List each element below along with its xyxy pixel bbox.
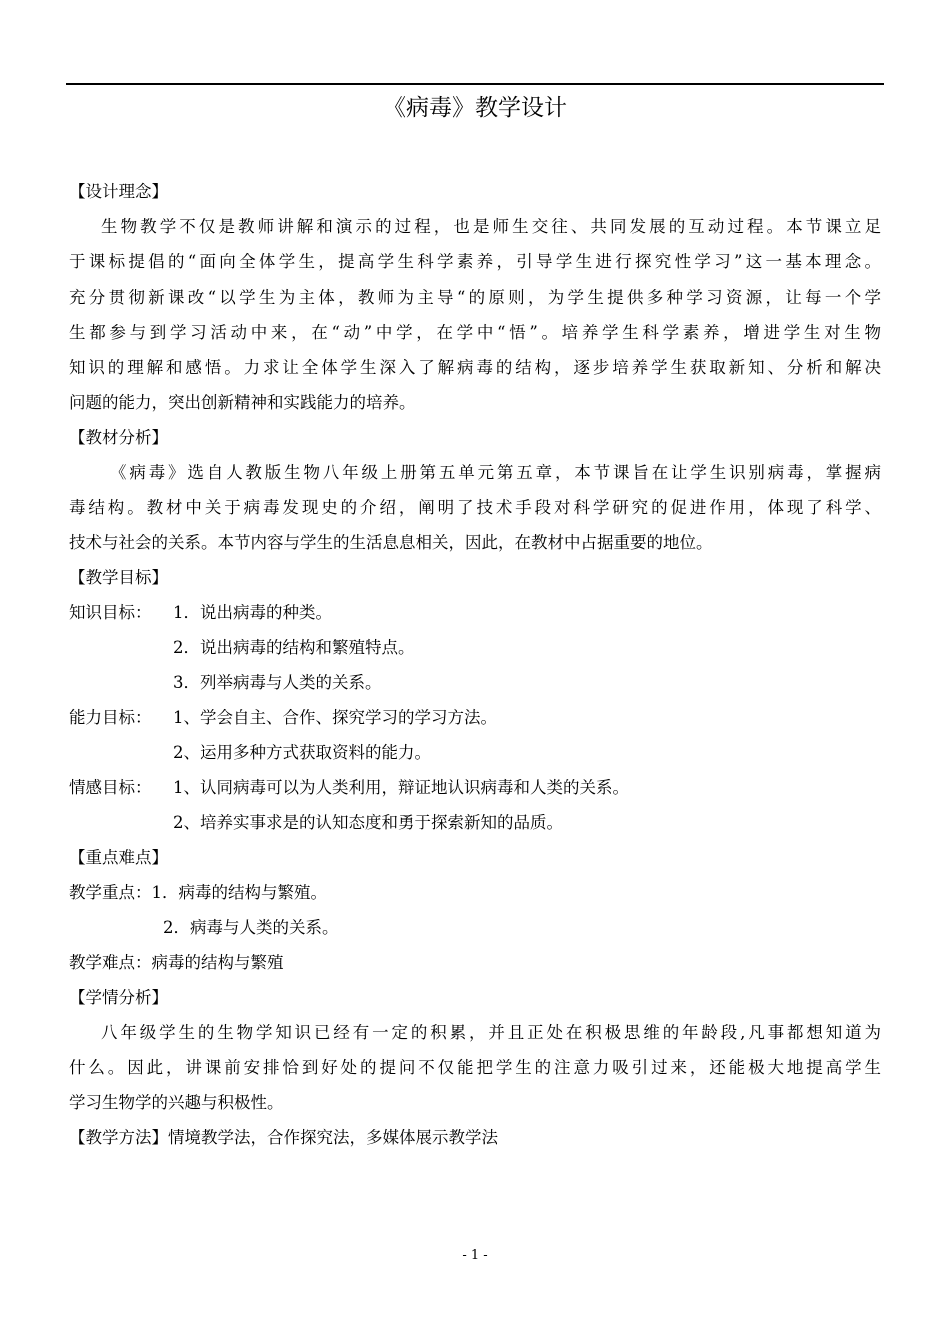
goal-label-knowledge: 知识目标： (69, 603, 152, 622)
paragraph-line: 问题的能力，突出创新精神和实践能力的培养。 (69, 393, 416, 412)
paragraph-line: 技术与社会的关系。本节内容与学生的生活息息相关，因此，在教材中占据重要的地位。 (69, 533, 713, 552)
goal-item: 1、学会自主、合作、探究学习的学习方法。 (173, 708, 497, 727)
section-heading-design-concept: 【设计理念】 (69, 182, 168, 201)
paragraph-line: 生物教学不仅是教师讲解和演示的过程，也是师生交往、共同发展的互动过程。本节课立足 (101, 217, 881, 236)
paragraph-line: 八年级学生的生物学知识已经有一定的积累，并且正处在积极思维的年龄段,凡事都想知道为 (101, 1023, 881, 1042)
difficulty-line: 教学难点：病毒的结构与繁殖 (69, 953, 284, 972)
goal-item: 1、认同病毒可以为人类利用，辩证地认识病毒和人类的关系。 (173, 778, 629, 797)
paragraph-line: 学习生物学的兴趣与积极性。 (69, 1093, 284, 1112)
goal-label-ability: 能力目标： (69, 708, 152, 727)
paragraph-line: 知识的理解和感悟。力求让全体学生深入了解病毒的结构，逐步培养学生获取新知、分析和解决 (69, 358, 881, 377)
section-heading-teaching-methods: 【教学方法】情境教学法，合作探究法，多媒体展示教学法 (69, 1128, 498, 1147)
paragraph-line: 《病毒》选自人教版生物八年级上册第五单元第五章，本节课旨在让学生识别病毒，掌握病 (110, 463, 881, 482)
document-title: 《病毒》教学设计 (383, 95, 567, 121)
paragraph-line: 充分贯彻新课改“以学生为主体，教师为主导“的原则，为学生提供多种学习资源，让每一个学 (69, 288, 881, 307)
paragraph-line: 生都参与到学习活动中来，在“动”中学，在学中“悟”。培养学生科学素养，增进学生对生物 (69, 323, 881, 342)
section-heading-teaching-goals: 【教学目标】 (69, 568, 168, 587)
goal-item: 1．说出病毒的种类。 (173, 603, 332, 622)
header-rule (66, 83, 884, 85)
paragraph-line: 毒结构。教材中关于病毒发现史的介绍，阐明了技术手段对科学研究的促进作用，体现了科学、 (69, 498, 881, 517)
section-heading-material-analysis: 【教材分析】 (69, 428, 168, 447)
goal-item: 2．说出病毒的结构和繁殖特点。 (173, 638, 415, 657)
paragraph-line: 什么。因此，讲课前安排恰到好处的提问不仅能把学生的注意力吸引过来，还能极大地提高学生 (69, 1058, 881, 1077)
page-number: - 1 - (462, 1248, 488, 1263)
goal-item: 2、培养实事求是的认知态度和勇于探索新知的品质。 (173, 813, 563, 832)
key-point-line: 2．病毒与人类的关系。 (163, 918, 339, 937)
section-heading-student-analysis: 【学情分析】 (69, 988, 168, 1007)
goal-label-emotion: 情感目标： (69, 778, 152, 797)
key-point-line: 教学重点：1．病毒的结构与繁殖。 (69, 883, 327, 902)
section-heading-key-points: 【重点难点】 (69, 848, 168, 867)
goal-item: 2、运用多种方式获取资料的能力。 (173, 743, 431, 762)
paragraph-line: 于课标提倡的“面向全体学生，提高学生科学素养，引导学生进行探究性学习”这一基本理念。 (69, 252, 881, 271)
goal-item: 3．列举病毒与人类的关系。 (173, 673, 382, 692)
